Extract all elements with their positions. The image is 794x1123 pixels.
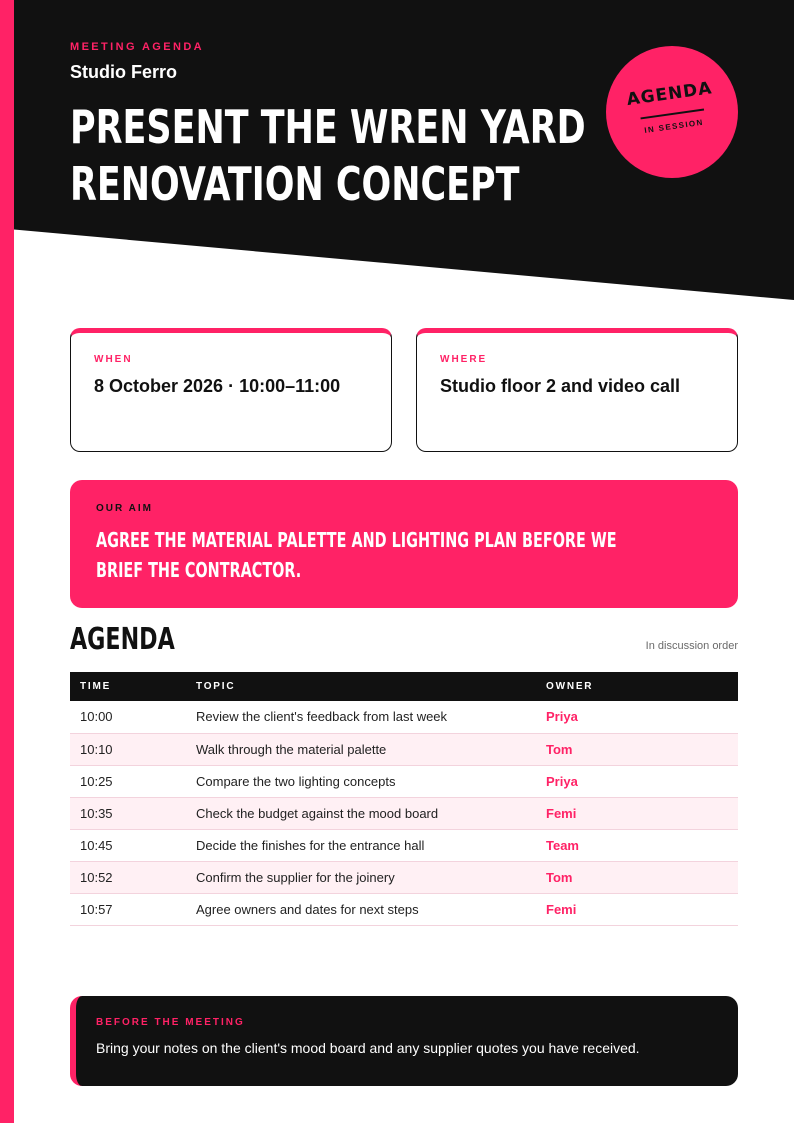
stamp-main-text: AGENDA: [625, 78, 714, 111]
row-owner: Priya: [546, 701, 738, 733]
before-meeting-panel: [70, 996, 738, 1086]
row-time: 10:00: [70, 701, 196, 733]
row-owner: Tom: [546, 733, 738, 765]
agenda-order-note: In discussion order: [645, 640, 738, 652]
stamp-divider: [640, 109, 704, 120]
when-value: 8 October 2026 · 10:00–11:00: [94, 376, 341, 396]
where-value: Studio floor 2 and video call: [440, 376, 681, 396]
accent-stripe: [0, 0, 14, 1123]
row-owner: Priya: [546, 765, 738, 797]
document-eyebrow: MEETING AGENDA: [70, 41, 205, 53]
table-row: [70, 701, 738, 733]
title-line-2: RENOVATION CONCEPT: [70, 157, 520, 211]
agenda-heading: AGENDA: [70, 622, 175, 657]
column-header-topic: TOPIC: [196, 681, 236, 692]
row-time: 10:45: [70, 829, 196, 861]
row-topic: Compare the two lighting concepts: [196, 765, 546, 797]
before-meeting-text: Bring your notes on the client's mood board and any supplier quotes you have received.: [96, 1040, 640, 1056]
row-time: 10:52: [70, 861, 196, 893]
aim-text: AGREE THE MATERIAL PALETTE AND LIGHTING PLAN BEFORE WE BRIEF THE CONTRACTOR.: [96, 528, 617, 582]
table-row: [70, 829, 738, 861]
table-row: [70, 893, 738, 925]
row-topic: Walk through the material palette: [196, 733, 546, 765]
row-owner: Femi: [546, 797, 738, 829]
when-card: [70, 328, 392, 452]
table-row: [70, 733, 738, 765]
row-owner: Team: [546, 829, 738, 861]
stamp-sub-text: IN SESSION: [643, 117, 705, 135]
header-row: [70, 672, 738, 701]
column-header-time: TIME: [80, 681, 112, 692]
before-meeting-label: BEFORE THE MEETING: [96, 1017, 245, 1028]
row-topic: Review the client's feedback from last week: [196, 701, 546, 733]
row-time: 10:25: [70, 765, 196, 797]
table-row: [70, 765, 738, 797]
stamp-content: [597, 37, 746, 186]
aim-label: OUR AIM: [96, 503, 153, 514]
row-topic: Decide the finishes for the entrance hall: [196, 829, 546, 861]
row-topic: Check the budget against the mood board: [196, 797, 546, 829]
when-label: WHEN: [94, 354, 133, 365]
row-topic: Confirm the supplier for the joinery: [196, 861, 546, 893]
row-owner: Tom: [546, 861, 738, 893]
row-time: 10:35: [70, 797, 196, 829]
organization-name: Studio Ferro: [70, 62, 177, 82]
row-owner: Femi: [546, 893, 738, 925]
table-row: [70, 861, 738, 893]
agenda-stamp: [606, 46, 738, 178]
agenda-table-body: [70, 701, 738, 925]
agenda-table: [70, 672, 738, 926]
page-title: [70, 99, 586, 213]
aim-panel: [70, 480, 738, 608]
column-header-owner: OWNER: [546, 681, 594, 692]
row-time: 10:10: [70, 733, 196, 765]
where-label: WHERE: [440, 354, 488, 365]
title-line-1: PRESENT THE WREN YARD: [70, 100, 586, 154]
row-time: 10:57: [70, 893, 196, 925]
agenda-table-header: [70, 672, 738, 701]
where-card: [416, 328, 738, 452]
row-topic: Agree owners and dates for next steps: [196, 893, 546, 925]
table-row: [70, 797, 738, 829]
